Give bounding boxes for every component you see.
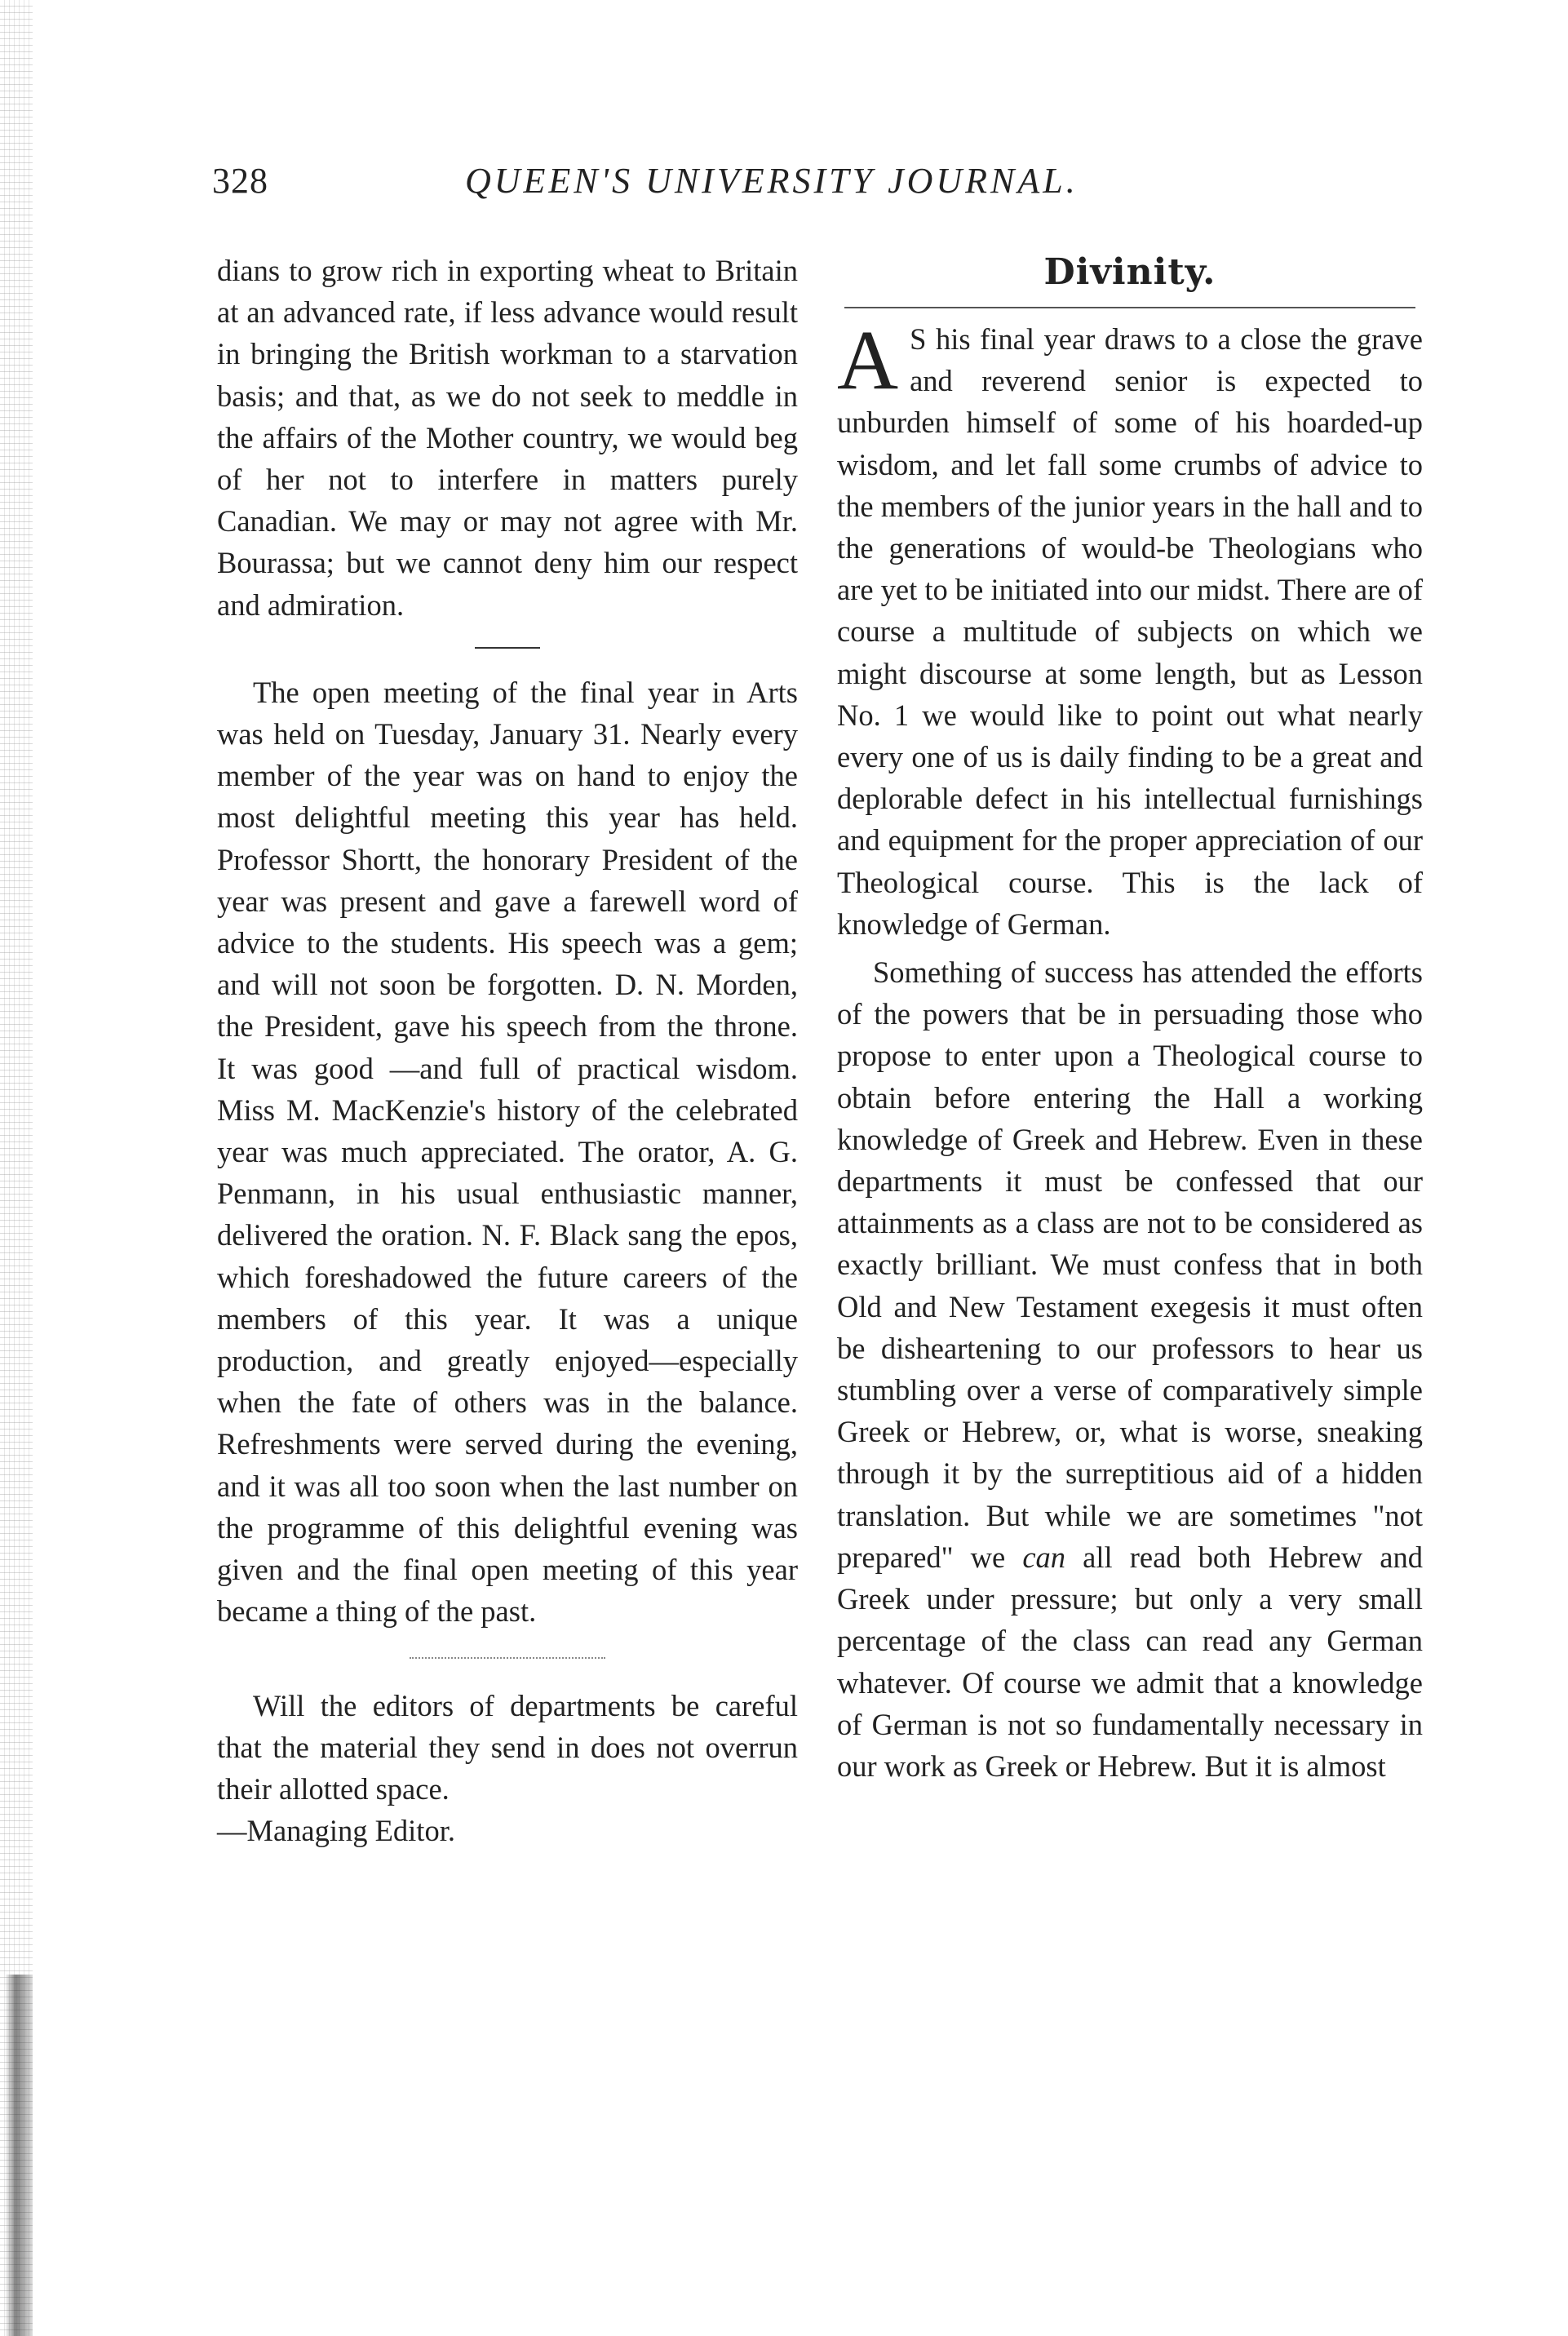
left-paragraph-3: Will the editors of departments be careful that the material they send in does not overrun their allotted space. (217, 1688, 798, 1806)
right-column (837, 250, 1423, 1787)
editor-signature: —Managing Editor. (217, 1814, 455, 1848)
heading-rule (844, 307, 1415, 308)
right-paragraph-2 (837, 951, 1423, 1787)
dotted-divider (410, 1657, 605, 1659)
right-paragraph-2-b: all read both Hebrew and Greek under pressure; but only a very small percentage of the class can read any German whatever. Of course we admit that a knowledge of German is not so fundamentally necessary in our work as Greek or Hebrew. But it is almost (837, 1540, 1423, 1783)
drop-cap: A (837, 313, 899, 407)
section-divider (475, 647, 540, 649)
right-paragraph-2-a: Something of success has attended the efforts of the powers that be in persuading those who propose to enter upon a Theological course to obtain before entering the Hall a working knowledge of Greek and Hebrew. Even in these departments it must be confessed that our attainments as a class are not to be considered as exactly brilliant. We must confess that in both Old and New Testament exegesis it must often be disheartening to our professors to hear us stumbling over a verse of comparatively simple Greek or Hebrew, or, what is worse, sneaking through it by the surreptitious aid of a hidden translation. But while we are sometimes "not prepared" we (837, 955, 1423, 1574)
left-paragraph-1: dians to grow rich in exporting wheat to Britain at an advanced rate, if less advance would result in bringing the British workman to a starvation basis; and that, as we do not seek to meddle in the affairs of the Mother country, we would beg of her not to interfere in matters purely Canadian. We may or may not agree with Mr. Bourassa; but we cannot deny him our respect and admiration. (217, 254, 798, 622)
emphasis-can: can (1022, 1540, 1066, 1574)
page-header (212, 160, 1428, 209)
page-number: 328 (212, 161, 268, 201)
scan-edge-shadow (5, 1975, 33, 2336)
section-title: Divinity. (1043, 251, 1216, 293)
left-paragraph-2: The open meeting of the final year in Arts was held on Tuesday, January 31. Nearly every member of the year was on hand to enjoy the most delightful meeting this year has held. Professor Shortt, the honorary President of the year was present and gave a farewell word of advice to the students. His speech was a gem; and will not soon be forgotten. D. N. Morden, the President, gave his speech from the throne. It was good —and full of practical wisdom. Miss M. MacKenzie's history of the celebrated year was much appreciated. The orator, A. G. Penmann, in his usual enthusiastic manner, delivered the oration. N. F. Black sang the epos, which foreshadowed the future careers of the members of this year. It was a unique production, and greatly enjoyed—especially when the fate of others was in the balance. Refreshments were served during the evening, and it was all too soon when the last number on the programme of this delightful evening was given and the final open meeting of this year became a thing of the past. (217, 675, 798, 1629)
right-paragraph-1-text: S his final year draws to a close the grave and reverend senior is expected to unburden himself of some of his hoarded-up wisdom, and let fall some crumbs of advice to the members of the junior years in the hall and to the generations of would-be Theologians who are yet to be initiated into our midst. There are of course a multitude of subjects on which we might discourse at some length, but as Lesson No. 1 we would like to point out what nearly every one of us is daily finding to be a great and deplorable defect in his intellectual furnishings and equipment for the proper appreciation of our Theological course. This is the lack of knowledge of German. (837, 322, 1423, 941)
left-column (217, 250, 798, 1851)
running-head: QUEEN'S UNIVERSITY JOURNAL. (465, 161, 1079, 201)
right-paragraph-1 (837, 313, 1423, 945)
